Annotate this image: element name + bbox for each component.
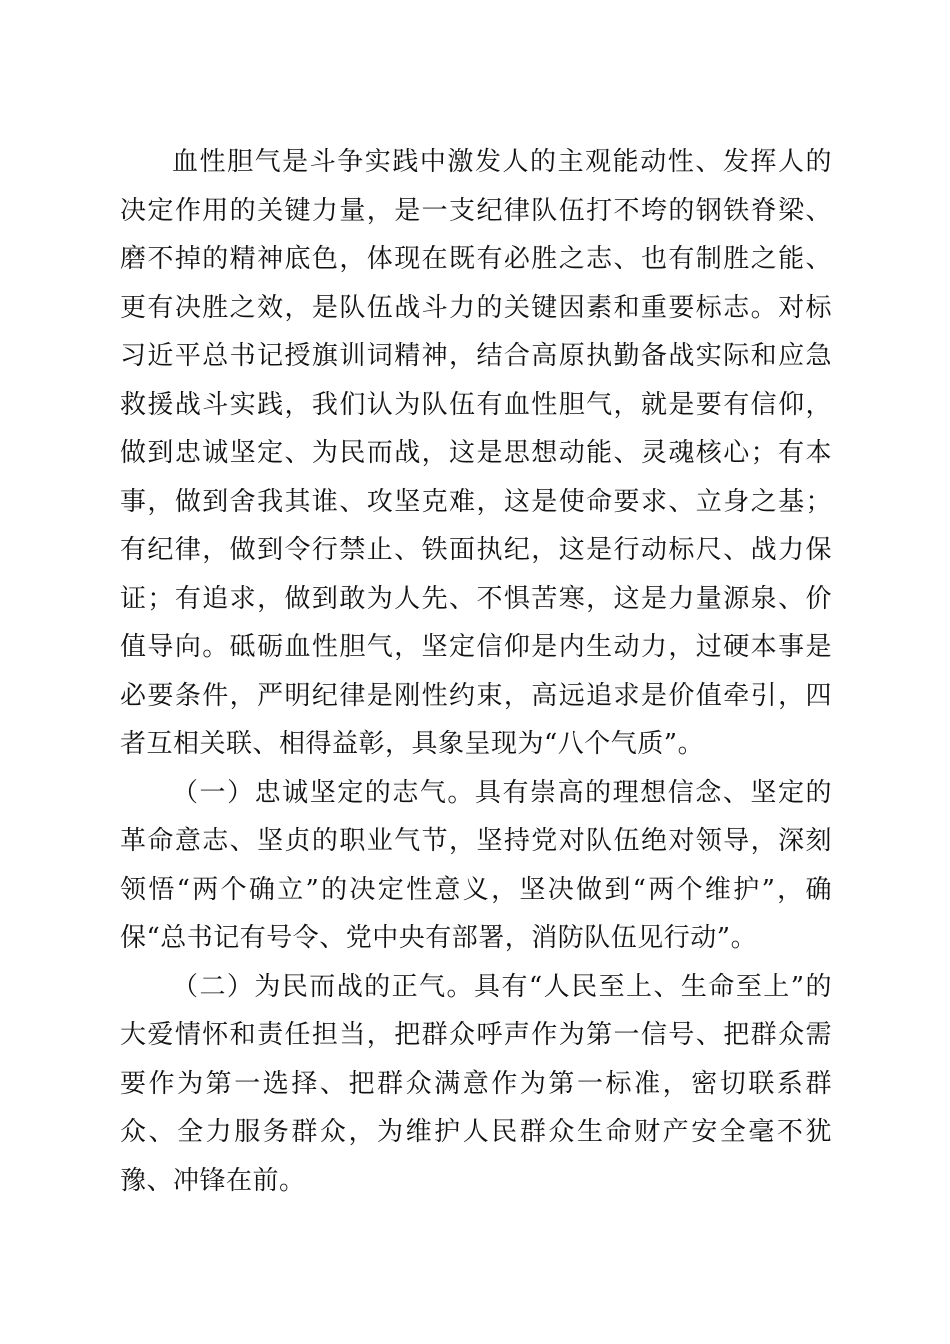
paragraph-section-2: （二）为民而战的正气。具有“人民至上、生命至上”的大爱情怀和责任担当，把群众呼声作为第一信号、把群众需要作为第一选择、把群众满意作为第一标准，密切联系群众、全力服务群众，为维护人民群众生命财产安全毫不犹豫、冲锋在前。 [120, 971, 832, 1196]
paragraph-section-1: （一）忠诚坚定的志气。具有崇高的理想信念、坚定的革命意志、坚贞的职业气节，坚持党对队伍绝对领导，深刻领悟“两个确立”的决定性意义，坚决做到“两个维护”，确保“总书记有号令、党中央有部署，消防队伍见行动”。 [120, 777, 832, 953]
document-body [120, 138, 832, 1205]
paragraph-intro: 血性胆气是斗争实践中激发人的主观能动性、发挥人的决定作用的关键力量，是一支纪律队伍打不垮的钢铁脊梁、磨不掉的精神底色，体现在既有必胜之志、也有制胜之能、更有决胜之效，是队伍战斗力的关键因素和重要标志。对标习近平总书记授旗训词精神，结合高原执勤备战实际和应急救援战斗实践，我们认为队伍有血性胆气，就是要有信仰，做到忠诚坚定、为民而战，这是思想动能、灵魂核心；有本事，做到舍我其谁、攻坚克难，这是使命要求、立身之基；有纪律，做到令行禁止、铁面执纪，这是行动标尺、战力保证；有追求，做到敢为人先、不惧苦寒，这是力量源泉、价值导向。砥砺血性胆气，坚定信仰是内生动力，过硬本事是必要条件，严明纪律是刚性约束，高远追求是价值牵引，四者互相关联、相得益彰，具象呈现为“八个气质”。 [120, 147, 832, 759]
